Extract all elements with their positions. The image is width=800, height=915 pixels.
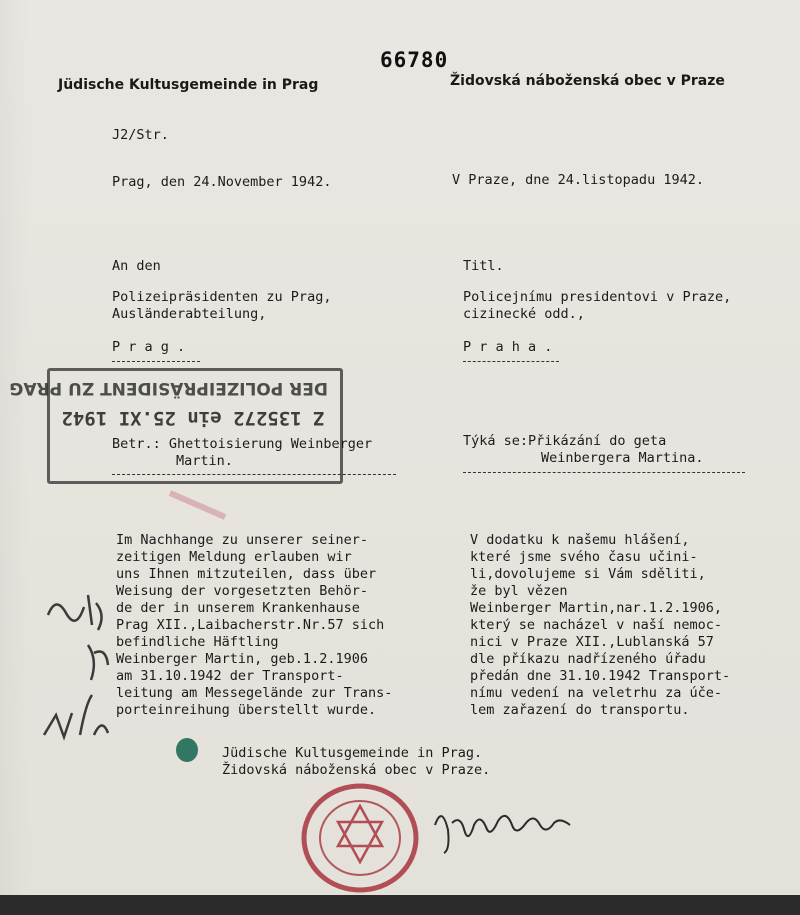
subject-german-line2: Martin. [176,453,233,469]
body-czech-line: které jsme svého času učini- [470,549,698,565]
body-german-line: Im Nachhange zu unserer seiner- [116,532,368,548]
handwritten-mark [88,645,108,680]
body-german-line: befindliche Häftling [116,634,279,650]
addressee-czech-city: P r a h a . [463,339,553,355]
body-czech-line: že byl vězen [470,583,568,599]
body-german-line: zeitigen Meldung erlauben wir [116,549,352,565]
addressee-german-dept: Ausländerabteilung, [112,306,267,322]
body-czech-line: který se nacházel v naší nemoc- [470,617,722,633]
body-czech-line: dle příkazu nadřízeného úřadu [470,651,706,667]
date-czech: V Praze, dne 24.listopadu 1942. [452,172,704,188]
body-german-line: uns Ihnen mitzuteilen, dass über [116,566,377,582]
police-stamp-number: Z 135272 ein 25.XI 1942 [61,407,325,429]
margin-handwriting [36,585,126,755]
addressee-german-city: P r a g . [112,339,186,355]
city-underline-czech [463,361,559,362]
handwritten-signature [430,795,580,865]
body-czech-line: lem zařazení do transportu. [470,702,690,718]
ink-blot [176,738,198,762]
body-czech-line: nímu vedení na veletrhu za úče- [470,685,722,701]
faint-red-stamp-fragment [165,485,235,525]
org-name-czech: Židovská náboženská obec v Praze [450,73,725,89]
reference-code: J2/Str. [112,127,169,143]
signature-org-german: Jüdische Kultusgemeinde in Prag. [222,745,483,761]
police-stamp-title: DER POLIZEIPRÄSIDENT ZU PRAG [9,378,328,398]
body-czech-line: Weinberger Martin,nar.1.2.1906, [470,600,722,616]
subject-czech-line1: Týká se:Přikázání do geta [463,433,667,449]
addressee-czech-salutation: Titl. [463,258,504,274]
subject-underline-german [112,474,396,475]
body-czech-line: V dodatku k našemu hlášení, [470,532,690,548]
subject-underline-czech [463,472,745,473]
body-czech-line: nici v Praze XII.,Lublanská 57 [470,634,714,650]
subject-german-line1: Betr.: Ghettoisierung Weinberger [112,436,373,452]
body-german-line: porteinreihung überstellt wurde. [116,702,377,718]
file-number: 66780 [380,48,449,72]
addressee-czech-name: Policejnímu presidentovi v Praze, [463,289,732,305]
body-german-line: de der in unserem Krankenhause [116,600,360,616]
org-name-german: Jüdische Kultusgemeinde in Prag [58,77,319,93]
body-german-line: am 31.10.1942 der Transport- [116,668,344,684]
addressee-czech-dept: cizinecké odd., [463,306,585,322]
addressee-german-salutation: An den [112,258,161,274]
body-german-line: leitung am Messegelände zur Trans- [116,685,393,701]
city-underline-german [112,361,200,362]
handwritten-mark [48,595,102,630]
body-czech-line: li,dovolujeme si Vám sděliti, [470,566,706,582]
subject-czech-line2: Weinbergera Martina. [541,450,704,466]
community-seal-icon [300,782,420,894]
date-german: Prag, den 24.November 1942. [112,174,332,190]
body-german-line: Weinberger Martin, geb.1.2.1906 [116,651,368,667]
body-german-line: Prag XII.,Laibacherstr.Nr.57 sich [116,617,385,633]
handwritten-initials [44,695,108,737]
signature-org-czech: Židovská náboženská obec v Praze. [222,762,491,778]
addressee-german-name: Polizeipräsidenten zu Prag, [112,289,332,305]
body-german-line: Weisung der vorgesetzten Behör- [116,583,368,599]
body-czech-line: předán dne 31.10.1942 Transport- [470,668,731,684]
